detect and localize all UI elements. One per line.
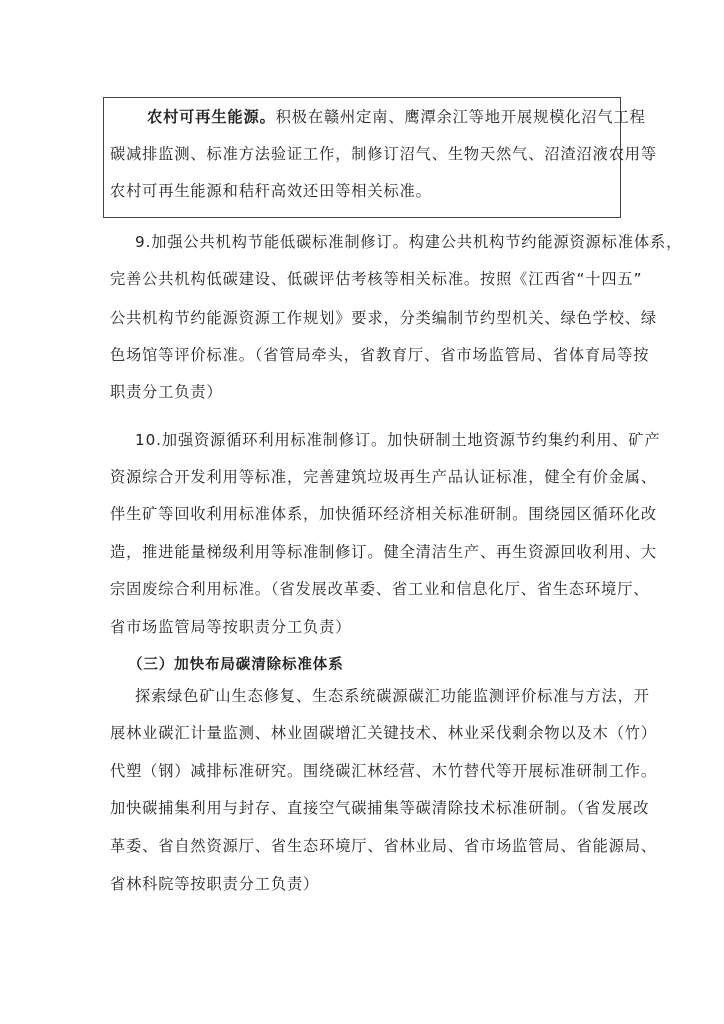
item9-line-5: 职责分工负责） [110, 383, 223, 401]
item10-line-6: 省市场监管局等按职责分工负责） [110, 618, 352, 636]
box-line-text: 积极在赣州定南、鹰潭余江等地开展规模化沼气工程 [275, 108, 646, 126]
section3-line-1: 探索绿色矿山生态修复、生态系统碳源碳汇功能监测评价标准与方法，开 [135, 687, 650, 705]
section3-line-3: 代塑（钢）减排标准研究。围绕碳汇林经营、木竹替代等开展标准研制工作。 [110, 762, 657, 780]
box-line-1 [147, 107, 646, 127]
section3-line-6: 省林科院等按职责分工负责） [110, 875, 320, 893]
section3-line-2: 展林业碳汇计量监测、林业固碳增汇关键技术、林业采伐剩余物以及木（竹） [110, 724, 657, 742]
box-line-2: 碳减排监测、标准方法验证工作，制修订沼气、生物天然气、沼渣沼液农用等 [110, 145, 657, 163]
item10-line-2: 资源综合开发利用等标准，完善建筑垃圾再生产品认证标准，健全有价金属、 [110, 468, 657, 486]
section3-line-4: 加快碳捕集利用与封存、直接空气碳捕集等碳清除技术标准研制。（省发展改 [110, 799, 650, 817]
section3-heading: （三）加快布局碳清除标准体系 [128, 657, 344, 673]
item9-line-4: 色场馆等评价标准。（省管局牵头，省教育厅、省市场监管局、省体育局等按 [110, 346, 650, 364]
section3-line-5: 革委、省自然资源厅、省生态环境厅、省林业局、省市场监管局、省能源局、 [110, 837, 657, 855]
item10-line-1: 10.加强资源循环利用标准制修订。加快研制土地资源节约集约利用、矿产 [135, 431, 661, 449]
item9-line-3: 公共机构节约能源资源工作规划》要求，分类编制节约型机关、绿色学校、绿 [110, 309, 657, 327]
item9-line-2: 完善公共机构低碳建设、低碳评估考核等相关标准。按照《江西省“十四五” [110, 270, 643, 288]
box-lead-bold: 农村可再生能源。 [147, 108, 276, 126]
item9-line-1: 9.加强公共机构节能低碳标准制修订。构建公共机构节约能源资源标准体系， [135, 233, 683, 251]
item10-line-3: 伴生矿等回收利用标准体系，加快循环经济相关标准研制。围绕园区循环化改 [110, 505, 657, 523]
item10-line-4: 造，推进能量梯级利用等标准制修订。健全清洁生产、再生资源回收利用、大 [110, 543, 657, 561]
item10-line-5: 宗固废综合利用标准。（省发展改革委、省工业和信息化厅、省生态环境厅、 [110, 580, 650, 598]
box-line-3: 农村可再生能源和秸秆高效还田等相关标准。 [110, 182, 432, 200]
